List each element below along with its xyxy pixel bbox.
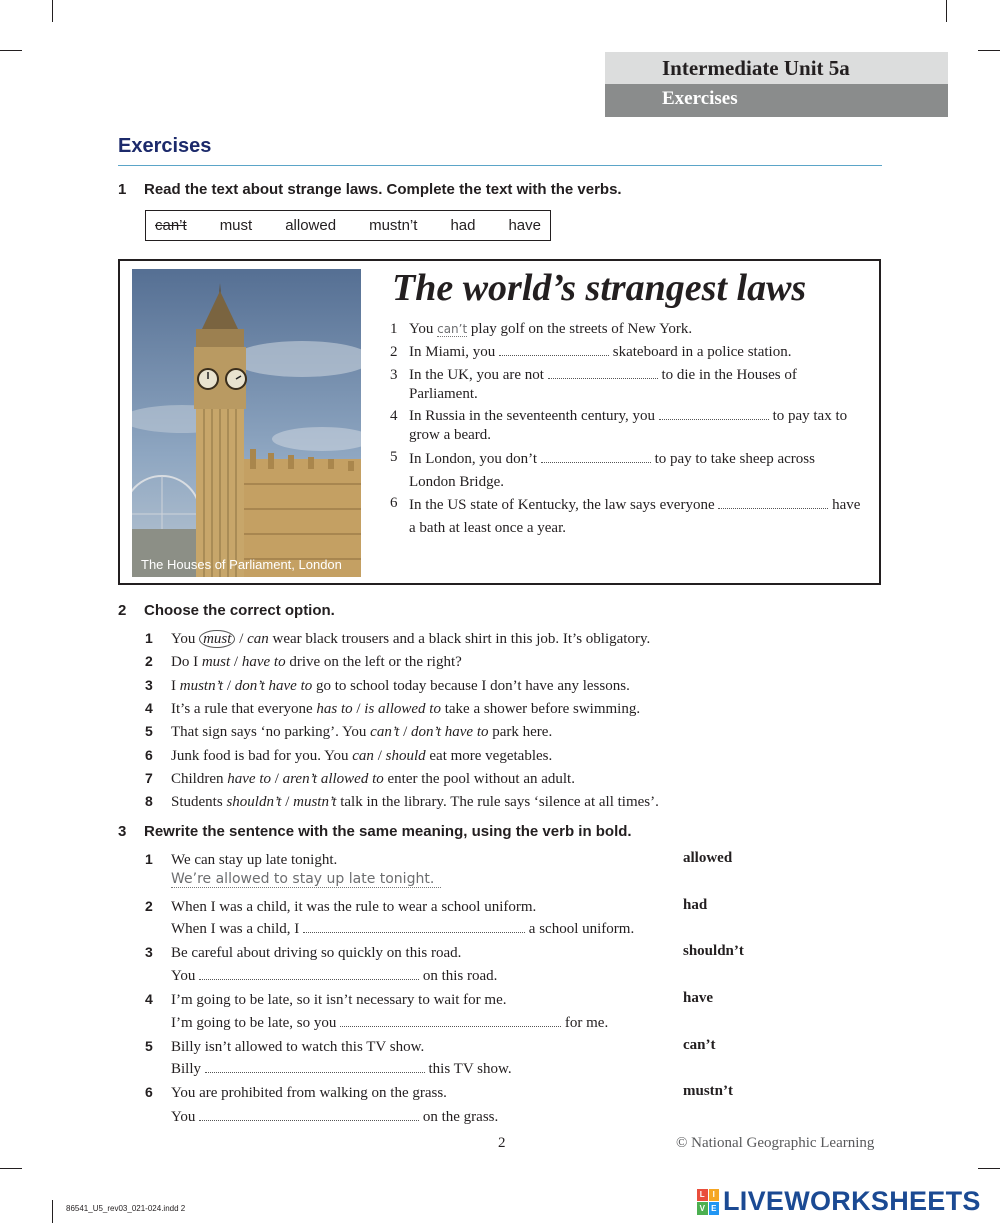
option-separator: / (223, 678, 235, 694)
item-number: 5 (145, 723, 153, 739)
option-choice[interactable]: shouldn’t (226, 794, 282, 810)
law-item (390, 343, 871, 362)
unit-subtitle: Exercises (605, 84, 948, 117)
option-choice[interactable]: must (199, 630, 235, 648)
word-box-item: must (219, 217, 253, 234)
option-item (145, 675, 630, 696)
item-text: Students (171, 794, 227, 810)
item-text: In the US state of Kentucky, the law says everyone (409, 497, 719, 513)
answer-blank[interactable] (541, 451, 651, 463)
option-item (145, 628, 650, 649)
item-number: 3 (390, 367, 398, 383)
item-text: park here. (488, 724, 553, 740)
item-number: 7 (145, 770, 153, 786)
item-number: 1 (145, 851, 153, 867)
rewrite-end: a school uniform. (525, 921, 635, 937)
crop-mark (52, 1200, 53, 1223)
law-item (390, 320, 871, 339)
option-separator: / (230, 654, 242, 670)
item-text: drive on the left or the right? (285, 654, 462, 670)
big-ben-photo (132, 269, 361, 577)
item-number: 6 (145, 1084, 153, 1100)
rewrite-start: I’m going to be late, so you (171, 1015, 341, 1031)
crop-mark (0, 50, 22, 51)
strange-laws-panel (118, 259, 881, 585)
option-choice[interactable]: have to (227, 771, 271, 787)
answer-blank[interactable] (199, 1109, 419, 1121)
rewrite-end: on the grass. (419, 1109, 499, 1125)
key-verb: mustn’t (683, 1083, 734, 1099)
rewrite-start: Billy (171, 1061, 205, 1077)
item-text: You (171, 631, 200, 647)
item-text: In Miami, you (409, 344, 499, 360)
option-separator: / (281, 794, 294, 810)
exercise-instruction: Rewrite the sentence with the same meaning, using the verb in bold. (144, 823, 632, 840)
item-text: In the UK, you are not (409, 367, 548, 383)
item-number: 5 (145, 1038, 153, 1054)
badge-letter: E (709, 1202, 720, 1215)
original-sentence: When I was a child, it was the rule to wear a school uniform. (171, 899, 537, 915)
answer-blank[interactable] (303, 921, 525, 933)
badge-letter: V (697, 1202, 708, 1215)
word-box-item: can’t (155, 217, 187, 234)
law-item (390, 494, 865, 540)
word-box-item: allowed (285, 217, 337, 234)
option-choice[interactable]: is allowed to (364, 701, 441, 717)
item-number: 2 (145, 898, 153, 914)
original-sentence: I’m going to be late, so it isn’t necessary to wait for me. (171, 992, 507, 1008)
option-separator: / (399, 724, 412, 740)
badge-letter: I (709, 1189, 720, 1202)
item-text: wear black trousers and a black shirt in this job. It’s obligatory. (268, 631, 651, 647)
option-choice[interactable]: mustn’t (179, 678, 224, 694)
item-number: 4 (390, 408, 398, 424)
option-choice[interactable]: can (247, 631, 269, 647)
option-choice[interactable]: should (385, 748, 426, 764)
original-sentence: We can stay up late tonight. (171, 852, 338, 868)
item-text: talk in the library. The rule says ‘silence at all times’. (336, 794, 659, 810)
item-number: 3 (145, 944, 153, 960)
law-item (390, 366, 849, 404)
option-item (145, 791, 659, 812)
option-separator: / (235, 631, 248, 647)
item-number: 4 (145, 991, 153, 1007)
option-separator: / (352, 701, 365, 717)
option-separator: / (270, 771, 283, 787)
option-choice[interactable]: don’t have to (234, 678, 313, 694)
item-text: Do I (171, 654, 202, 670)
exercise-1-heading (118, 181, 622, 198)
answer-blank[interactable] (199, 968, 419, 980)
key-verb: can’t (683, 1037, 716, 1053)
item-text: have a bath at least once a year. (409, 497, 861, 536)
handwritten-answer: We’re allowed to stay up late tonight. (171, 871, 441, 888)
section-title: Exercises (118, 135, 212, 157)
copyright-notice: © National Geographic Learning (676, 1135, 875, 1151)
item-number: 5 (390, 449, 398, 465)
option-choice[interactable]: can (352, 748, 374, 764)
unit-title: Intermediate Unit 5a (605, 52, 948, 84)
badge-letter: L (697, 1189, 708, 1202)
rewrite-start: When I was a child, I (171, 921, 304, 937)
item-text: to pay to take sheep across London Bridge. (409, 451, 815, 490)
option-item (145, 651, 462, 672)
option-separator: / (373, 748, 386, 764)
exercise-instruction: Choose the correct option. (144, 602, 335, 619)
unit-header (605, 52, 948, 117)
option-choice[interactable]: has to (316, 701, 353, 717)
item-number: 6 (390, 495, 398, 511)
item-number: 1 (145, 630, 153, 646)
option-choice[interactable]: have to (241, 654, 286, 670)
original-sentence: Be careful about driving so quickly on this road. (171, 945, 462, 961)
option-item (145, 745, 552, 766)
answer-blank[interactable] (718, 497, 828, 509)
item-text: play golf on the streets of New York. (467, 321, 693, 337)
crop-mark (978, 1168, 1000, 1169)
law-item (390, 448, 859, 494)
page-number: 2 (498, 1135, 506, 1151)
crop-mark (0, 1168, 22, 1169)
key-verb: had (683, 897, 708, 913)
item-text: It’s a rule that everyone (171, 701, 317, 717)
original-sentence: Billy isn’t allowed to watch this TV show. (171, 1039, 425, 1055)
item-number: 8 (145, 793, 153, 809)
rewrite-end: for me. (561, 1015, 609, 1031)
exercise-3-heading (118, 823, 632, 840)
word-box-item: have (508, 217, 541, 234)
exercise-number: 1 (118, 181, 127, 198)
verb-word-box (145, 210, 551, 241)
crop-mark (52, 0, 53, 22)
item-text: take a shower before swimming. (440, 701, 641, 717)
item-text: eat more vegetables. (425, 748, 553, 764)
exercise-2-heading (118, 602, 335, 619)
panel-title: The world’s strangest laws (392, 267, 807, 309)
answer-blank[interactable] (340, 1015, 561, 1027)
liveworksheets-logo[interactable] (697, 1186, 981, 1217)
item-text: You (409, 321, 438, 337)
item-text: I (171, 678, 180, 694)
option-item (145, 768, 575, 789)
item-text: In London, you don’t (409, 451, 541, 467)
option-choice[interactable]: mustn’t (293, 794, 337, 810)
item-number: 1 (390, 321, 398, 337)
live-badge-icon (697, 1189, 719, 1215)
rewrite-start: You (171, 968, 200, 984)
item-number: 4 (145, 700, 153, 716)
option-choice[interactable]: must (201, 654, 231, 670)
rewrite-end: on this road. (419, 968, 498, 984)
item-text: In Russia in the seventeenth century, you (409, 408, 659, 424)
rewrite-start: You (171, 1109, 200, 1125)
item-text: Children (171, 771, 228, 787)
exercise-number: 2 (118, 602, 127, 619)
item-text: skateboard in a police station. (609, 344, 792, 360)
option-choice[interactable]: don’t have to (411, 724, 489, 740)
option-choice[interactable]: aren’t allowed to (282, 771, 384, 787)
rewrite-line (171, 1107, 498, 1127)
key-verb: shouldn’t (683, 943, 744, 959)
item-number: 6 (145, 747, 153, 763)
answer-blank[interactable] (205, 1061, 425, 1073)
word-box-item: had (450, 217, 476, 234)
answer-blank[interactable] (659, 408, 769, 420)
rewrite-line (171, 1059, 512, 1079)
crop-mark (946, 0, 947, 22)
key-verb: have (683, 990, 713, 1006)
file-info: 86541_U5_rev03_021-024.indd 2 (66, 1204, 186, 1213)
crop-mark (978, 50, 1000, 51)
photo-caption: The Houses of Parliament, London (141, 557, 342, 572)
rewrite-line (171, 966, 497, 986)
item-number: 2 (145, 653, 153, 669)
item-text: to die in the Houses of Parliament. (409, 367, 797, 402)
answer-blank[interactable] (499, 344, 609, 356)
rewrite-line (171, 919, 634, 939)
answer-blank[interactable] (548, 367, 658, 379)
option-item (145, 721, 552, 742)
item-text: go to school today because I don’t have any lessons. (312, 678, 630, 694)
section-divider (118, 165, 882, 166)
rewrite-line (171, 1013, 608, 1033)
law-item (390, 407, 871, 445)
handwritten-answer: can’t (437, 322, 468, 336)
option-item (145, 698, 640, 719)
rewrite-end: this TV show. (424, 1061, 512, 1077)
item-text: That sign says ‘no parking’. You (171, 724, 371, 740)
option-choice[interactable]: can’t (370, 724, 400, 740)
exercise-number: 3 (118, 823, 127, 840)
item-number: 2 (390, 344, 398, 360)
item-text: Junk food is bad for you. You (171, 748, 353, 764)
word-box-item: mustn’t (369, 217, 418, 234)
logo-text: LIVEWORKSHEETS (723, 1186, 981, 1216)
item-text: enter the pool without an adult. (383, 771, 575, 787)
exercise-instruction: Read the text about strange laws. Complete the text with the verbs. (144, 181, 622, 198)
item-number: 3 (145, 677, 153, 693)
original-sentence: You are prohibited from walking on the grass. (171, 1085, 447, 1101)
key-verb: allowed (683, 850, 733, 866)
item-text: to pay tax to grow a beard. (409, 408, 848, 443)
